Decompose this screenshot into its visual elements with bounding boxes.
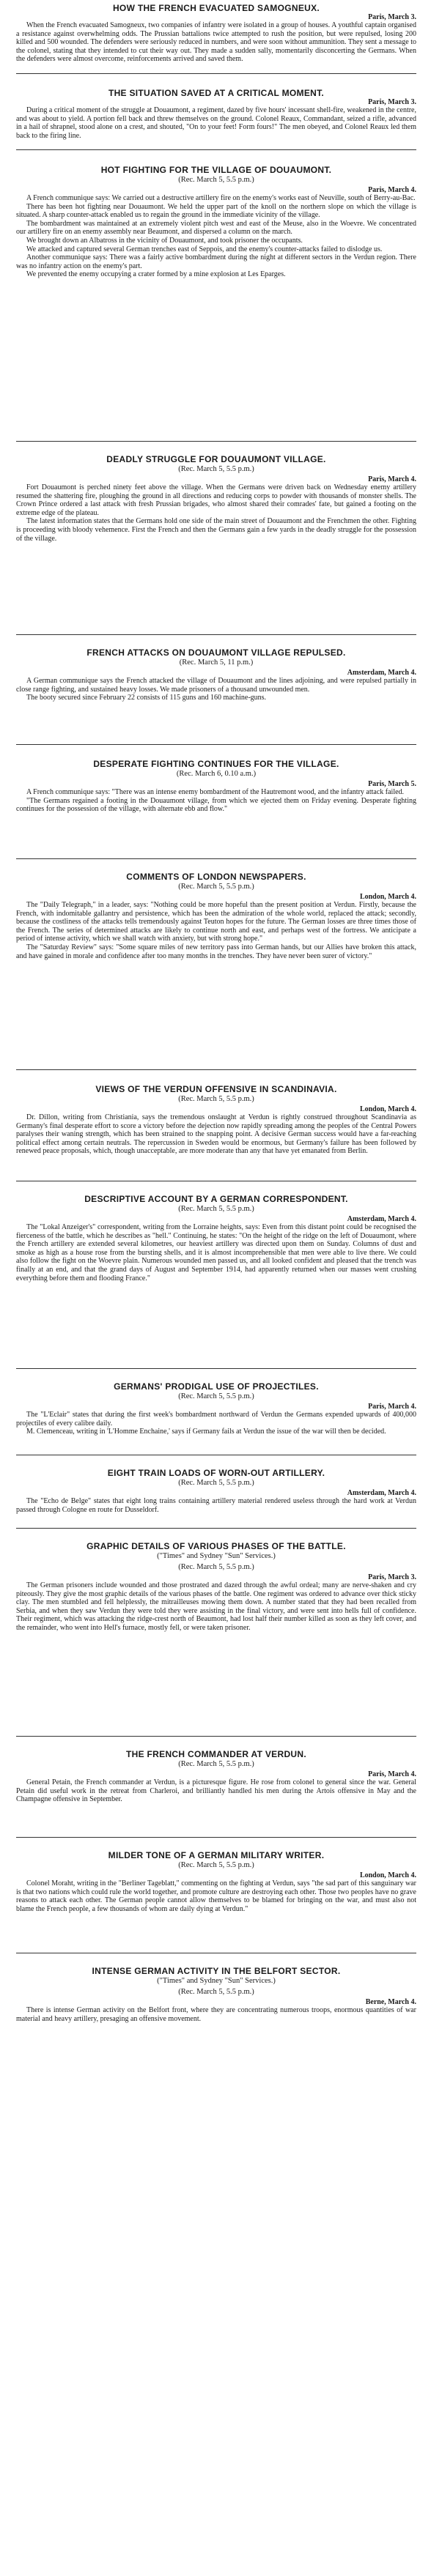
dateline: Paris, March 4. <box>368 1403 416 1411</box>
section-divider <box>16 1069 416 1070</box>
received-note: (Rec. March 5, 5.5 p.m.) <box>178 465 254 473</box>
received-note: ("Times" and Sydney "Sun" Services.) <box>157 1977 276 1985</box>
dateline: Amsterdam, March 4. <box>347 669 416 677</box>
section-divider <box>16 1736 416 1737</box>
article <box>16 1381 416 1438</box>
dateline: Paris, March 3. <box>368 1573 416 1581</box>
dateline: Amsterdam, March 4. <box>347 1489 416 1497</box>
article-block <box>16 1573 416 1633</box>
article <box>16 3 416 65</box>
article-block <box>16 1759 416 1769</box>
dateline: Paris, March 3. <box>368 98 416 106</box>
article-paragraph: Another communique says: There was a fairly active bombardment during the night at different sectors in the Verdun region. There was no infantry action on the enemy's part. <box>16 253 416 270</box>
article-block <box>16 1489 416 1514</box>
article <box>16 1749 416 1805</box>
article-paragraph: Fort Douaumont is perched ninety feet above the village. When the Germans were driven back on Wednesday enemy artillery resumed the shattering fire, ploughing the ground in all directions and reducing corps to powder with thousands of monster shells. The Crown Prince ordered a last attack with fresh Prussian brigades, who almost shared their comrades' fate, but gained a footing on the extreme edge of the plateau. <box>16 483 416 517</box>
dateline: Paris, March 5. <box>368 780 416 788</box>
article-block <box>16 475 416 543</box>
article-paragraph: The "Daily Telegraph," in a leader, says: "Nothing could be more hopeful than the present position at Verdun. Firstly, because the French, with indomitable gallantry and persistence, which has been the admiration of the whole world, replaced the attack; secondly, because the costliness of the attacks tells tremendously against Teuton hopes for the future. The German losses are three times those of the French. The series of determined attacks are likely to continue north and east, and perhaps west of the fortress. We anticipate a period of intense activity, which we shall watch with anxiety, but with strong hope." <box>16 901 416 943</box>
article-headline: THE FRENCH COMMANDER AT VERDUN. <box>126 1749 306 1759</box>
article-paragraph: The "Lokal Anzeiger's" correspondent, writing from the Lorraine heights, says: Even from this distant point could be recognised the fierceness of the battle, which he describes as "hell." Continuing, he states: "On the height of the ridge on the left of Douaumont, where the French artillery are extended several kilometres, our heaviest artillery was directed upon them on Sunday. Columns of dust and smoke as high as a house rose from the bursting shells, and it is almost incomprehensible that men were able to live there. We could also follow the fight on the Woevre plain. Numerous wounded men passed us, and all looked confident and pleased that the trench was finally at an end, and that the grand days of August and September 1914, had apparently returned when our masses went crushing everything before them and flooding France." <box>16 1223 416 1283</box>
article-block <box>16 1871 416 1913</box>
received-note: (Rec. March 5, 5.5 p.m.) <box>178 883 254 891</box>
article-block <box>16 1551 416 1561</box>
article-paragraph: M. Clemenceau, writing in 'L'Homme Enchaine,' says if Germany fails at Verdun the issue of the war will then be decided. <box>26 1428 386 1436</box>
article <box>16 1468 416 1515</box>
received-note: (Rec. March 5, 5.5 p.m.) <box>178 1095 254 1103</box>
received-note: ("Times" and Sydney "Sun" Services.) <box>157 1552 276 1560</box>
article-block <box>16 175 416 185</box>
article-block <box>16 1204 416 1214</box>
article-paragraph: "The Germans regained a footing in the Douaumont village, from which we ejected them on Friday evening. Desperate fighting continues for the possession of the village, with alternate ebb and flow." <box>16 796 416 814</box>
article-block <box>16 1094 416 1104</box>
article-block <box>16 1770 416 1804</box>
article-block <box>16 1998 416 2023</box>
section-divider <box>16 634 416 635</box>
article-paragraph: The booty secured since February 22 consists of 115 guns and 160 machine-guns. <box>26 694 267 702</box>
article <box>16 1084 416 1157</box>
article-headline: COMMENTS OF LONDON NEWSPAPERS. <box>126 872 306 882</box>
article-paragraph: The "L'Eclair" states that during the first week's bombardment northward of Verdun the Germans expended upwards of 400,000 projectiles of every calibre daily. <box>16 1411 416 1428</box>
dateline: Paris, March 4. <box>368 475 416 483</box>
article-block <box>16 882 416 891</box>
article-block <box>16 1987 416 1997</box>
article-block <box>16 1105 416 1156</box>
article-paragraph: The German prisoners include wounded and those prostrated and dazed through the awful ordeal; many are nerve-shaken and cry piteously. They give the most graphic details of the various phases of the battle. One regiment was ordered to advance over thick sticky clay. The men stumbled and fell helplessly, the mitrailleuses mowing them down. A number stated that they had been recalled from Serbia, and when they saw Verdun they were told they were assisting in the final victory, and were sent into hells full of confidence. Their regiment, which was attacking the ridge-crest north of Beaumont, had lost half their number killed as soon as they left cover, and the remainder, who went into Hell's furnace, mostly fell, or were taken prisoner. <box>16 1581 416 1632</box>
article-paragraph: We prevented the enemy occupying a crater formed by a mine explosion at Les Eparges. <box>26 270 286 279</box>
received-note: (Rec. March 5, 5.5 p.m.) <box>178 1479 254 1487</box>
article-paragraph: During a critical moment of the struggle at Douaumont, a regiment, dazed by five hours' incessant shell-fire, weakened in the centre, and was about to yield. A portion fell back and threw themselves on the ground. Colonel Reaux, Commandant, seized a rifle, advanced in a hail of shrapnel, stood alone on a crest, and shouted, "On to your feet! Form fours!" The men obeyed, and Colonel Reaux led them back to the firing line. <box>16 106 416 140</box>
dateline: Amsterdam, March 4. <box>347 1215 416 1223</box>
article-headline: INTENSE GERMAN ACTIVITY IN THE BELFORT SECTOR. <box>92 1966 341 1976</box>
section-divider <box>16 149 416 150</box>
article-block <box>16 1215 416 1283</box>
received-note: (Rec. March 5, 5.5 p.m.) <box>178 1760 254 1768</box>
dateline: Paris, March 3. <box>368 13 416 21</box>
article-paragraph: The "Saturday Review" says: "Some square miles of new territory pass into German hands, but our Allies have broken this attack, and have gained in morale and confidence after too many months in the trenches. They have never been surer of victory." <box>16 943 416 960</box>
article-block <box>16 13 416 64</box>
article-headline: DESCRIPTIVE ACCOUNT BY A GERMAN CORRESPONDENT. <box>84 1194 348 1204</box>
article-headline: THE SITUATION SAVED AT A CRITICAL MOMENT. <box>108 88 325 98</box>
article-headline: MILDER TONE OF A GERMAN MILITARY WRITER. <box>108 1850 325 1860</box>
article-paragraph: When the French evacuated Samogneux, two companies of infantry were isolated in a group of houses. A youthful captain organised a resistance against overwhelming odds. The Prussian battalions twice attempted to rush the position, but were repulsed, losing 200 killed and 500 wounded. The defenders were seriously reduced in numbers, and were soon without ammunition. They sent a message to the colonel, stating that they intended to cut their way out. They made a sudden sally, momentarily disconcerting the Germans. When the defenders were almost overcome, reinforcements arrived and saved them. <box>16 21 416 64</box>
section-divider <box>16 744 416 745</box>
article-headline: HOT FIGHTING FOR THE VILLAGE OF DOUAUMONT. <box>100 165 332 175</box>
received-note: (Rec. March 5, 5.5 p.m.) <box>178 1861 254 1869</box>
article-headline: VIEWS OF THE VERDUN OFFENSIVE IN SCANDINAVIA. <box>95 1084 337 1094</box>
article-block <box>16 893 416 960</box>
article <box>16 759 416 815</box>
article-block <box>16 1478 416 1488</box>
received-note: (Rec. March 5, 5.5 p.m.) <box>178 176 254 184</box>
article-headline: GRAPHIC DETAILS OF VARIOUS PHASES OF THE BATTLE. <box>86 1541 346 1551</box>
article-paragraph: We attacked and captured several German trenches east of Seppois, and the enemy's counter-attacks failed to dislodge us. <box>26 245 383 253</box>
article <box>16 165 416 281</box>
article-paragraph: A German communique says the French attacked the village of Douaumont and the lines adjoining, and were repulsed partially in close range fighting, and sustained heavy losses. We made prisoners of a thousand unwounded men. <box>16 677 416 694</box>
article <box>16 1541 416 1634</box>
section-divider <box>16 441 416 442</box>
article-headline: GERMANS' PRODIGAL USE OF PROJECTILES. <box>114 1381 319 1392</box>
article-headline: HOW THE FRENCH EVACUATED SAMOGNEUX. <box>112 3 320 13</box>
article-block <box>16 769 416 779</box>
received-note: (Rec. March 5, 5.5 p.m.) <box>178 1392 254 1400</box>
received-note: (Rec. March 5, 5.5 p.m.) <box>178 1988 254 1996</box>
article-block <box>16 780 416 814</box>
received-note: (Rec. March 5, 11 p.m.) <box>179 658 254 667</box>
article <box>16 647 416 704</box>
article-paragraph: We brought down an Albatross in the vicinity of Douaumont, and took prisoner the occupants. <box>26 236 303 245</box>
article-paragraph: A French communique says: "There was an intense enemy bombardment of the Hautremont wood, and the infantry attack failed. <box>26 788 405 796</box>
dateline: Berne, March 4. <box>365 1998 416 2006</box>
article <box>16 88 416 141</box>
article-headline: EIGHT TRAIN LOADS OF WORN-OUT ARTILLERY. <box>107 1468 325 1478</box>
section-divider <box>16 858 416 859</box>
section-divider <box>16 1528 416 1529</box>
article-block <box>16 1403 416 1436</box>
article-paragraph: General Petain, the French commander at Verdun, is a picturesque figure. He rose from colonel to general since the war. General Petain did useful work in the retreat from Charleroi, and brilliantly handled his men during the Artois offensive in May and the Champagne offensive in September. <box>16 1778 416 1804</box>
dateline: London, March 4. <box>359 1871 416 1879</box>
article-headline: FRENCH ATTACKS ON DOUAUMONT VILLAGE REPULSED. <box>86 647 346 658</box>
dateline: Paris, March 4. <box>368 186 416 194</box>
article-block <box>16 1392 416 1401</box>
section-divider <box>16 1837 416 1838</box>
article <box>16 454 416 544</box>
article-block <box>16 669 416 702</box>
article-paragraph: The bombardment was maintained at an extremely violent pitch west and east of the Meuse, also in the Woevre. We concentrated our artillery fire on an enemy assembly near Beaumont, and dispersed a column on the march. <box>16 219 416 237</box>
article-block <box>16 98 416 140</box>
article-block <box>16 186 416 279</box>
article-paragraph: There has been hot fighting near Douaumont. We held the upper part of the knoll on the northern slope on which the village is situated. A sharp counter-attack enabled us to regain the ground in the immediate vicinity of the village. <box>16 202 416 220</box>
received-note: (Rec. March 5, 5.5 p.m.) <box>178 1205 254 1213</box>
dateline: Paris, March 4. <box>368 1770 416 1778</box>
article-paragraph: Colonel Moraht, writing in the "Berliner Tageblatt," commenting on the fighting at Verdun, says "the sad part of this sanguinary war is that two nations which could rule the world together, and promote culture are destroying each other. Those two peoples have no grave reasons to attack each other. The German people cannot allow themselves to be blamed for bringing on the war, and must also not blame the French people, a few thousands of whom are daily dying at Verdun." <box>16 1879 416 1913</box>
article-block <box>16 464 416 474</box>
article <box>16 1850 416 1915</box>
article <box>16 872 416 962</box>
article-block <box>16 1860 416 1870</box>
article-paragraph: Dr. Dillon, writing from Christiania, says the tremendous onslaught at Verdun is rightly construed throughout Scandinavia as Germany's final desperate effort to score a victory before the dejection now rapidly spreading among the peoples of the Central Powers paralyses their waning strength, which has been strained to the snapping point. A decisive German success would have a far-reaching political effect among certain neutrals. The repercussion in Sweden would be enormous, but Germany's failure has been followed by renewed peace proposals, which, though unacceptable, are more moderate than any that have yet emanated from Berlin. <box>16 1113 416 1156</box>
article-paragraph: A French communique says: We carried out a destructive artillery fire on the enemy's works east of Neuville, south of Berry-au-Bac. <box>26 194 416 202</box>
received-note: (Rec. March 6, 0.10 a.m.) <box>176 770 257 778</box>
article-block <box>16 1562 416 1572</box>
article-paragraph: There is intense German activity on the Belfort front, where they are concentrating numerous troops, enormous quantities of war material and heavy artillery, presaging an offensive movement. <box>16 2006 416 2023</box>
article-paragraph: The "Echo de Belge" states that eight long trains containing artillery material rendered useless through the hard work at Verdun passed through Cologne en route for Dusseldorf. <box>16 1497 416 1514</box>
article-headline: DESPERATE FIGHTING CONTINUES FOR THE VILLAGE. <box>93 759 339 769</box>
received-note: (Rec. March 5, 5.5 p.m.) <box>178 1563 254 1571</box>
dateline: London, March 4. <box>359 1105 416 1113</box>
article <box>16 1194 416 1284</box>
article-block <box>16 1976 416 1986</box>
article <box>16 1966 416 2024</box>
section-divider <box>16 1368 416 1369</box>
dateline: London, March 4. <box>359 893 416 901</box>
article-headline: DEADLY STRUGGLE FOR DOUAUMONT VILLAGE. <box>106 454 326 464</box>
article-block <box>16 658 416 667</box>
section-divider <box>16 73 416 74</box>
article-paragraph: The latest information states that the Germans hold one side of the main street of Douaumont and the Frenchmen the other. Fighting is proceeding with bloody vehemence. First the French and then the Germans gain a few yards in the deadly struggle for the possession of the village. <box>16 517 416 543</box>
